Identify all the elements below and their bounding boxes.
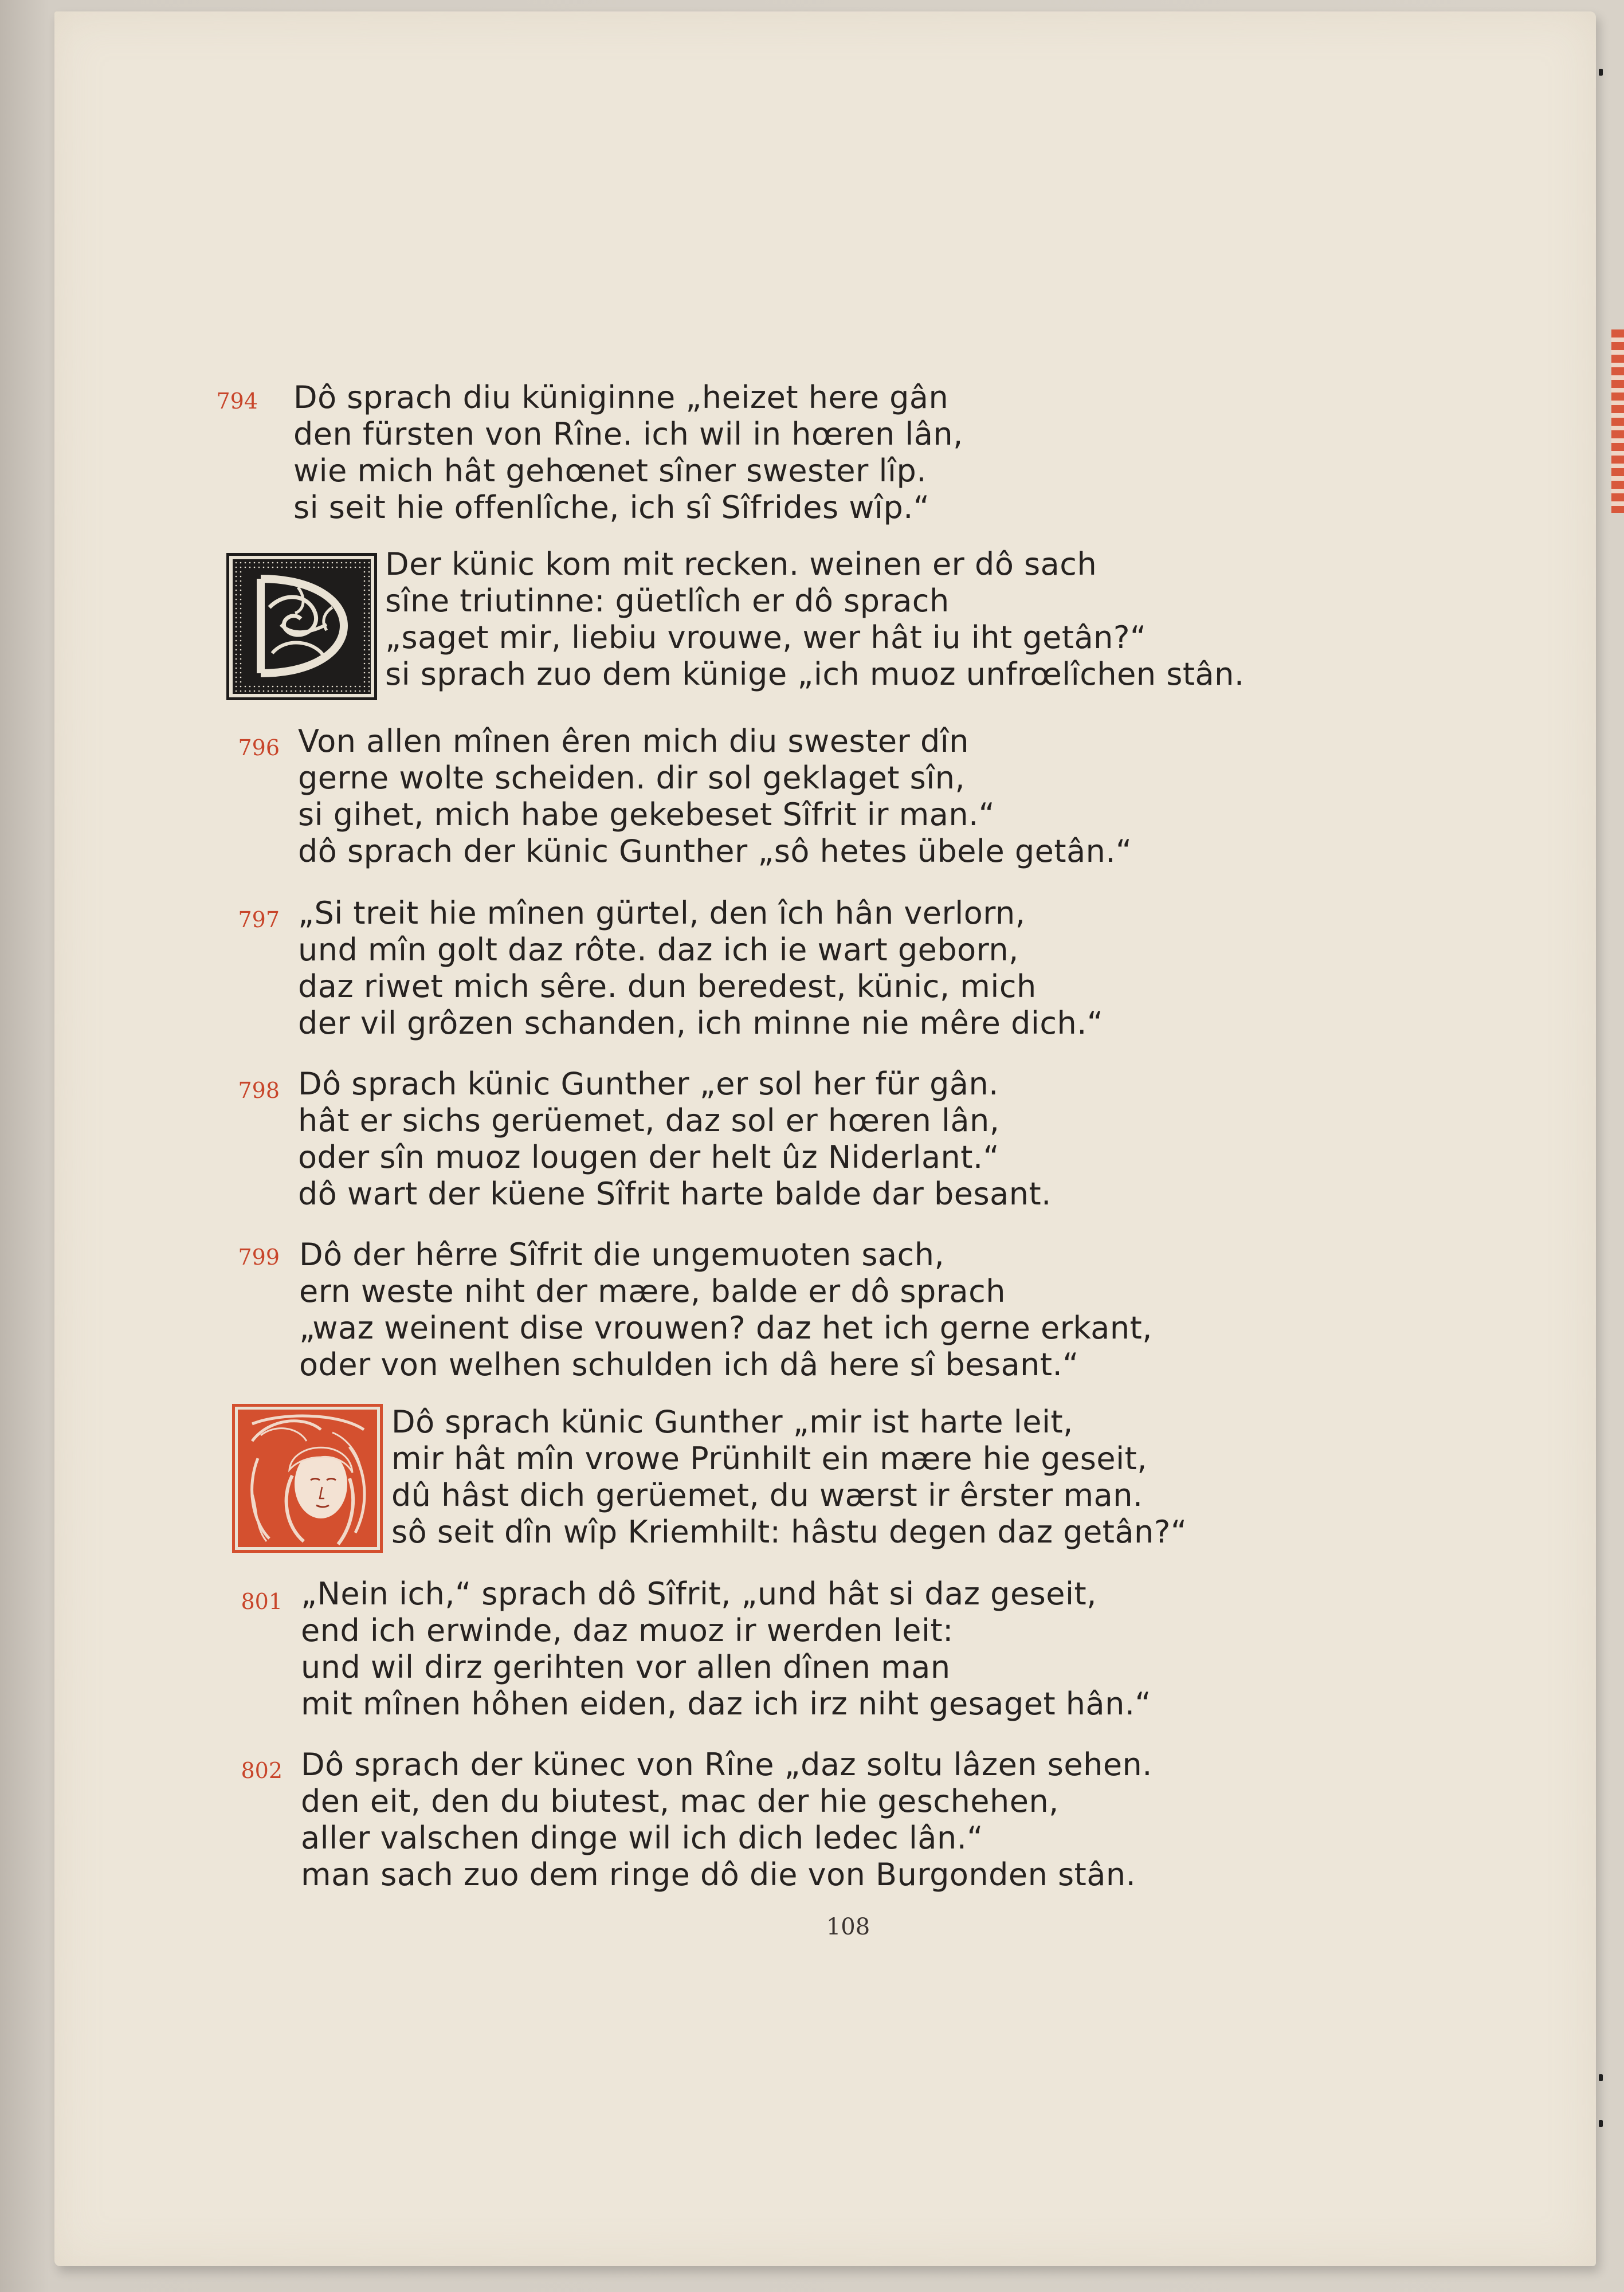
verse-line: dû hâst dich gerüemet, du wærst ir êrster man. (391, 1477, 1143, 1513)
stanza-number: 801 (241, 1589, 283, 1614)
verse-line: oder sîn muoz lougen der helt ûz Niderlant.“ (298, 1139, 1000, 1175)
stanza-number: 802 (241, 1758, 283, 1783)
stanza-lines (298, 895, 1103, 1042)
verse-line: Dô der hêrre Sîfrit die ungemuoten sach, (299, 1237, 945, 1273)
stanza-number: 796 (238, 735, 280, 760)
verse-line: Der künic kom mit recken. weinen er dô sach (385, 546, 1097, 582)
verse-line: den eit, den du biutest, mac der hie geschehen, (301, 1783, 1059, 1819)
verse-line: „Si treit hie mînen gürtel, den îch hân verlorn, (298, 895, 1026, 931)
verse-line: dô wart der küene Sîfrit harte balde dar besant. (298, 1176, 1052, 1212)
stanza-number: 799 (238, 1245, 280, 1270)
adjacent-page-edge (1611, 329, 1624, 513)
verse-line: sîne triutinne: güetlîch er dô sprach (385, 583, 950, 619)
page-number: 108 (826, 1914, 870, 1940)
verse-line: mir hât mîn vrowe Prünhilt ein mære hie geseit, (391, 1441, 1147, 1477)
stanza-lines (298, 723, 1132, 870)
binding-mark (1599, 69, 1603, 76)
verse-line: si gihet, mich habe gekebeset Sîfrit ir man.“ (298, 796, 995, 833)
verse-line: end ich erwinde, daz muoz ir werden leit: (301, 1612, 954, 1649)
verse-line: und mîn golt daz rôte. daz ich ie wart geborn, (298, 932, 1019, 968)
stanza-lines (301, 1576, 1151, 1722)
verse-line: oder von welhen schulden ich dâ here sî besant.“ (299, 1347, 1079, 1383)
verse-line: Dô sprach diu küniginne „heizet here gân (293, 379, 949, 415)
stanza-lines (385, 546, 1245, 693)
verse-line: si sprach zuo dem künige „ich muoz unfrœlîchen stân. (385, 656, 1245, 692)
portrait-initial-d-icon (232, 1404, 383, 1553)
stanza-number: 794 (216, 388, 258, 414)
verse-line: Von allen mînen êren mich diu swester dîn (298, 723, 969, 759)
verse-line: mit mînen hôhen eiden, daz ich irz niht gesaget hân.“ (301, 1686, 1151, 1722)
verse-line: daz riwet mich sêre. dun beredest, künic, mich (298, 968, 1037, 1004)
stanza-number: 797 (238, 907, 280, 932)
verse-line: gerne wolte scheiden. dir sol geklaget sîn, (298, 760, 966, 796)
verse-line: „saget mir, liebiu vrouwe, wer hât iu iht getân?“ (385, 619, 1147, 656)
verse-line: „Nein ich,“ sprach dô Sîfrit, „und hât si daz geseit, (301, 1576, 1097, 1612)
stanza-number: 798 (238, 1078, 280, 1103)
verse-line: „waz weinent dise vrouwen? daz het ich gerne erkant, (299, 1310, 1152, 1346)
verse-line: si seit hie offenlîche, ich sî Sîfrides wîp.“ (293, 489, 930, 525)
ornamental-initial-d-icon (226, 553, 377, 700)
stanza-lines (298, 1066, 1052, 1212)
binding-mark (1599, 2074, 1603, 2081)
verse-line: und wil dirz gerihten vor allen dînen man (301, 1649, 951, 1685)
verse-line: dô sprach der künic Gunther „sô hetes übele getân.“ (298, 833, 1132, 869)
verse-line: wie mich hât gehœnet sîner swester lîp. (293, 453, 927, 489)
verse-line: sô seit dîn wîp Kriemhilt: hâstu degen daz getân?“ (391, 1514, 1187, 1550)
stanza-lines (293, 379, 963, 526)
verse-line: Dô sprach künic Gunther „mir ist harte leit, (391, 1404, 1073, 1440)
verse-line: hât er sichs gerüemet, daz sol er hœren lân, (298, 1102, 1000, 1139)
verse-line: aller valschen dinge wil ich dich ledec lân.“ (301, 1820, 983, 1856)
verse-line: den fürsten von Rîne. ich wil in hœren lân, (293, 416, 963, 452)
binding-mark (1599, 2120, 1603, 2127)
verse-line: Dô sprach der künec von Rîne „daz soltu lâzen sehen. (301, 1747, 1152, 1783)
stanza-lines (299, 1237, 1152, 1383)
stanza-lines (301, 1747, 1152, 1893)
verse-line: Dô sprach künic Gunther „er sol her für gân. (298, 1066, 999, 1102)
verse-line: der vil grôzen schanden, ich minne nie mêre dich.“ (298, 1005, 1104, 1041)
stanza-lines (391, 1404, 1187, 1551)
verse-line: ern weste niht der mære, balde er dô sprach (299, 1273, 1006, 1309)
verse-line: man sach zuo dem ringe dô die von Burgonden stân. (301, 1857, 1136, 1893)
